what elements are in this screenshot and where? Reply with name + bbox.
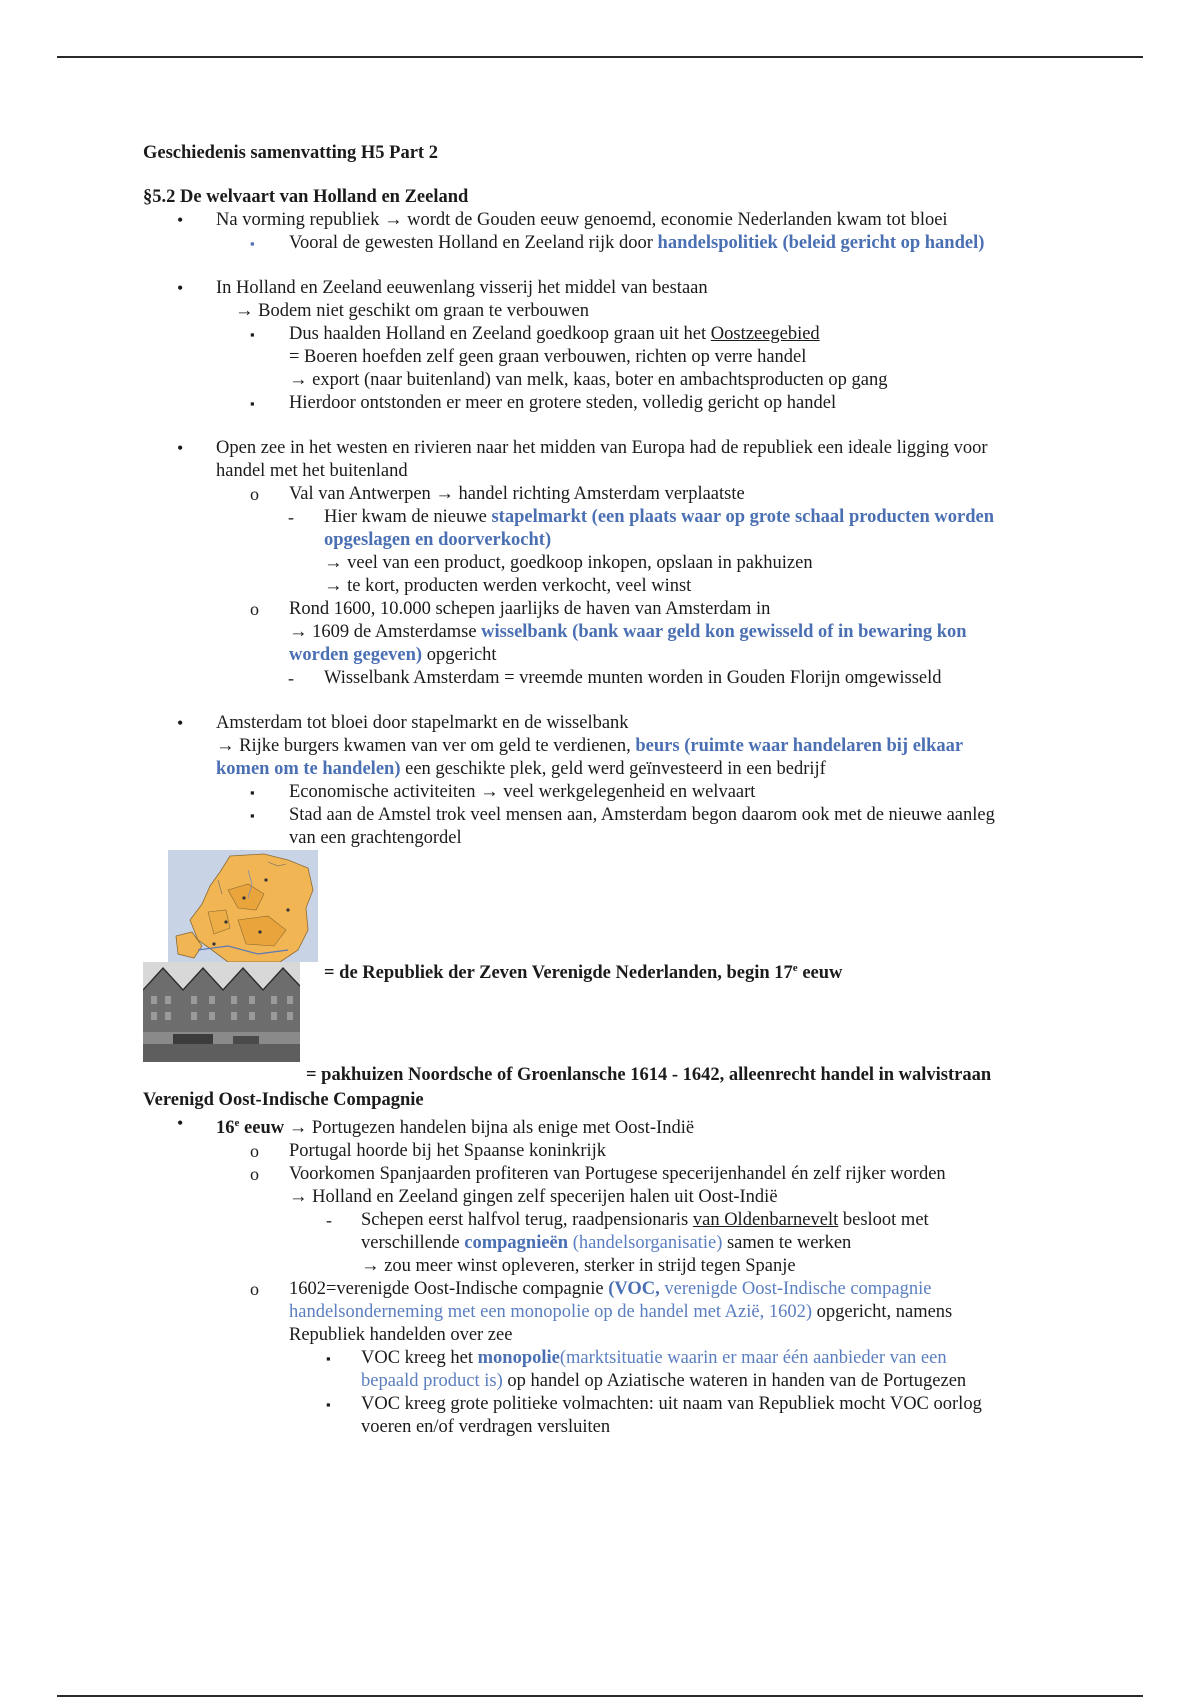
list-item-continuation: opgeslagen en doorverkocht): [324, 530, 552, 550]
arrow-icon: →: [361, 1256, 380, 1277]
arrow-icon: →: [324, 576, 343, 596]
list-item: ▪ Dus haalden Holland en Zeeland goedkoop graan uit het Oostzeegebied: [250, 324, 820, 344]
warehouses-photo-image: [143, 962, 300, 1062]
bullet-icon: •: [177, 713, 184, 733]
list-item-continuation: → Bodem niet geschikt om graan te verbouwen: [235, 301, 589, 321]
list-item-continuation: voeren en/of verdragen versluiten: [361, 1417, 611, 1438]
list-item: • Open zee in het westen en rivieren naar het midden van Europa had de republiek een ideale ligging voor: [177, 438, 988, 458]
list-item-continuation: → zou meer winst opleveren, sterker in strijd tegen Spanje: [361, 1256, 796, 1277]
list-item-continuation: → 1609 de Amsterdamse wisselbank (bank waar geld kon gewisseld of in bewaring kon: [289, 622, 967, 642]
circle-bullet-icon: o: [250, 1279, 259, 1300]
list-item-continuation: verschillende compagnieën (handelsorganisatie) samen te werken: [361, 1233, 852, 1254]
arrow-icon: →: [384, 210, 403, 230]
warehouse-figure: [143, 962, 1063, 1085]
arrow-icon: →: [480, 782, 499, 802]
arrow-icon: →: [288, 1118, 308, 1139]
bullet-icon: •: [177, 278, 184, 298]
map-figure: [143, 850, 1063, 983]
list-item: • In Holland en Zeeland eeuwenlang visserij het middel van bestaan: [177, 278, 708, 298]
list-item: • Amsterdam tot bloei door stapelmarkt en de wisselbank: [177, 713, 629, 733]
term-monopolie: monopolie: [477, 1348, 560, 1369]
circle-bullet-icon: o: [250, 599, 259, 619]
list-item-continuation: handelsonderneming met een monopolie op de handel met Azië, 1602) opgericht, namens: [289, 1302, 953, 1323]
list-item-continuation: Republiek handelden over zee: [289, 1325, 513, 1346]
square-bullet-icon: ▪: [250, 808, 255, 823]
circle-bullet-icon: o: [250, 484, 259, 504]
term-stapelmarkt: stapelmarkt (een plaats waar op grote schaal producten worden: [491, 507, 995, 527]
arrow-icon: →: [289, 1187, 308, 1208]
square-bullet-icon: ▪: [326, 1351, 331, 1367]
term-voc: (VOC,: [608, 1279, 660, 1300]
arrow-icon: →: [289, 622, 308, 642]
list-item: • 16e eeuw → Portugezen handelen bijna als enige met Oost-Indië: [177, 1113, 695, 1139]
bullet-icon: •: [177, 438, 184, 458]
list-item-continuation: → export (naar buitenland) van melk, kaas, boter en ambachtsproducten op gang: [289, 370, 888, 390]
arrow-icon: →: [289, 370, 308, 390]
list-item: o Portugal hoorde bij het Spaanse koninkrijk: [250, 1141, 607, 1162]
list-item: o Rond 1600, 10.000 schepen jaarlijks de haven van Amsterdam in: [250, 599, 771, 619]
list-item-continuation: → veel van een product, goedkoop inkopen, opslaan in pakhuizen: [324, 553, 813, 573]
section-heading-voc: Verenigd Oost-Indische Compagnie: [143, 1090, 424, 1110]
list-item-continuation: → Holland en Zeeland gingen zelf specerijen halen uit Oost-Indië: [289, 1187, 778, 1208]
list-item: ▪ VOC kreeg het monopolie(marktsituatie waarin er maar één aanbieder van een: [326, 1348, 947, 1369]
list-item: o Voorkomen Spanjaarden profiteren van Portugese specerijenhandel én zelf rijker worden: [250, 1164, 946, 1185]
list-item-continuation: handel met het buitenland: [216, 461, 408, 481]
bullet-icon: •: [177, 1113, 184, 1133]
list-item: ▪ Economische activiteiten → veel werkgelegenheid en welvaart: [250, 782, 756, 802]
square-bullet-icon: ▪: [250, 236, 255, 251]
square-bullet-icon: ▪: [250, 327, 255, 342]
dash-bullet-icon: -: [288, 668, 294, 688]
term-wisselbank: wisselbank (bank waar geld kon gewisseld of in bewaring kon: [481, 622, 967, 642]
square-bullet-icon: ▪: [250, 785, 255, 800]
list-item: • Na vorming republiek → wordt de Gouden eeuw genoemd, economie Nederlanden kwam tot bloei: [177, 210, 948, 230]
arrow-icon: →: [216, 736, 235, 756]
section-heading-welvaart: §5.2 De welvaart van Holland en Zeeland: [143, 187, 469, 207]
arrow-icon: →: [435, 484, 454, 504]
circle-bullet-icon: o: [250, 1164, 259, 1185]
list-item: - Schepen eerst halfvol terug, raadpensionaris van Oldenbarnevelt besloot met: [326, 1210, 929, 1231]
list-item: o 1602=verenigde Oost-Indische compagnie (VOC, verenigde Oost-Indische compagnie: [250, 1279, 932, 1300]
list-item-continuation: van een grachtengordel: [289, 828, 462, 848]
term-handelspolitiek: handelspolitiek (beleid gericht op handel): [657, 233, 985, 253]
bullet-icon: •: [177, 210, 184, 230]
list-item-continuation: → Rijke burgers kwamen van ver om geld te verdienen, beurs (ruimte waar handelaren bij elkaar: [216, 736, 964, 756]
term-compagnieen: compagnieën: [464, 1233, 569, 1254]
bottom-rule: [57, 1695, 1143, 1697]
warehouse-caption: = pakhuizen Noordsche of Groenlansche 1614 - 1642, alleenrecht handel in walvistraan: [306, 1064, 992, 1085]
circle-bullet-icon: o: [250, 1141, 259, 1162]
list-item: ▪ Vooral de gewesten Holland en Zeeland rijk door handelspolitiek (beleid gericht op handel): [250, 233, 985, 253]
list-item: ▪ Stad aan de Amstel trok veel mensen aan, Amsterdam begon daarom ook met de nieuwe aanleg: [250, 805, 995, 825]
document-body: [143, 142, 1063, 1439]
list-item: ▪ VOC kreeg grote politieke volmachten: uit naam van Republiek mocht VOC oorlog: [326, 1394, 982, 1415]
arrow-icon: →: [235, 301, 254, 321]
list-item-continuation: bepaald product is) op handel op Aziatische wateren in handen van de Portugezen: [361, 1371, 967, 1392]
map-caption: = de Republiek der Zeven Verenigde Nederlanden, begin 17e eeuw: [324, 961, 843, 983]
netherlands-map-image: [168, 850, 318, 962]
list-item: o Val van Antwerpen → handel richting Amsterdam verplaatste: [250, 484, 745, 504]
document-title: Geschiedenis samenvatting H5 Part 2: [143, 143, 438, 163]
top-rule: [57, 56, 1143, 58]
square-bullet-icon: ▪: [326, 1397, 331, 1413]
list-item: - Wisselbank Amsterdam = vreemde munten worden in Gouden Florijn omgewisseld: [288, 668, 942, 688]
list-item-continuation: komen om te handelen) een geschikte plek, geld werd geïnvesteerd in een bedrijf: [216, 759, 826, 779]
list-item-continuation: worden gegeven) opgericht: [289, 645, 497, 665]
dash-bullet-icon: -: [326, 1210, 332, 1231]
arrow-icon: →: [324, 553, 343, 573]
list-item: - Hier kwam de nieuwe stapelmarkt (een plaats waar op grote schaal producten worden: [288, 507, 995, 527]
list-item-continuation: = Boeren hoefden zelf geen graan verbouwen, richten op verre handel: [289, 347, 807, 367]
term-beurs: beurs (ruimte waar handelaren bij elkaar: [635, 736, 964, 756]
list-item-continuation: → te kort, producten werden verkocht, veel winst: [324, 576, 692, 596]
list-item: ▪ Hierdoor ontstonden er meer en grotere steden, volledig gericht op handel: [250, 393, 837, 413]
dash-bullet-icon: -: [288, 507, 294, 527]
square-bullet-icon: ▪: [250, 396, 255, 411]
